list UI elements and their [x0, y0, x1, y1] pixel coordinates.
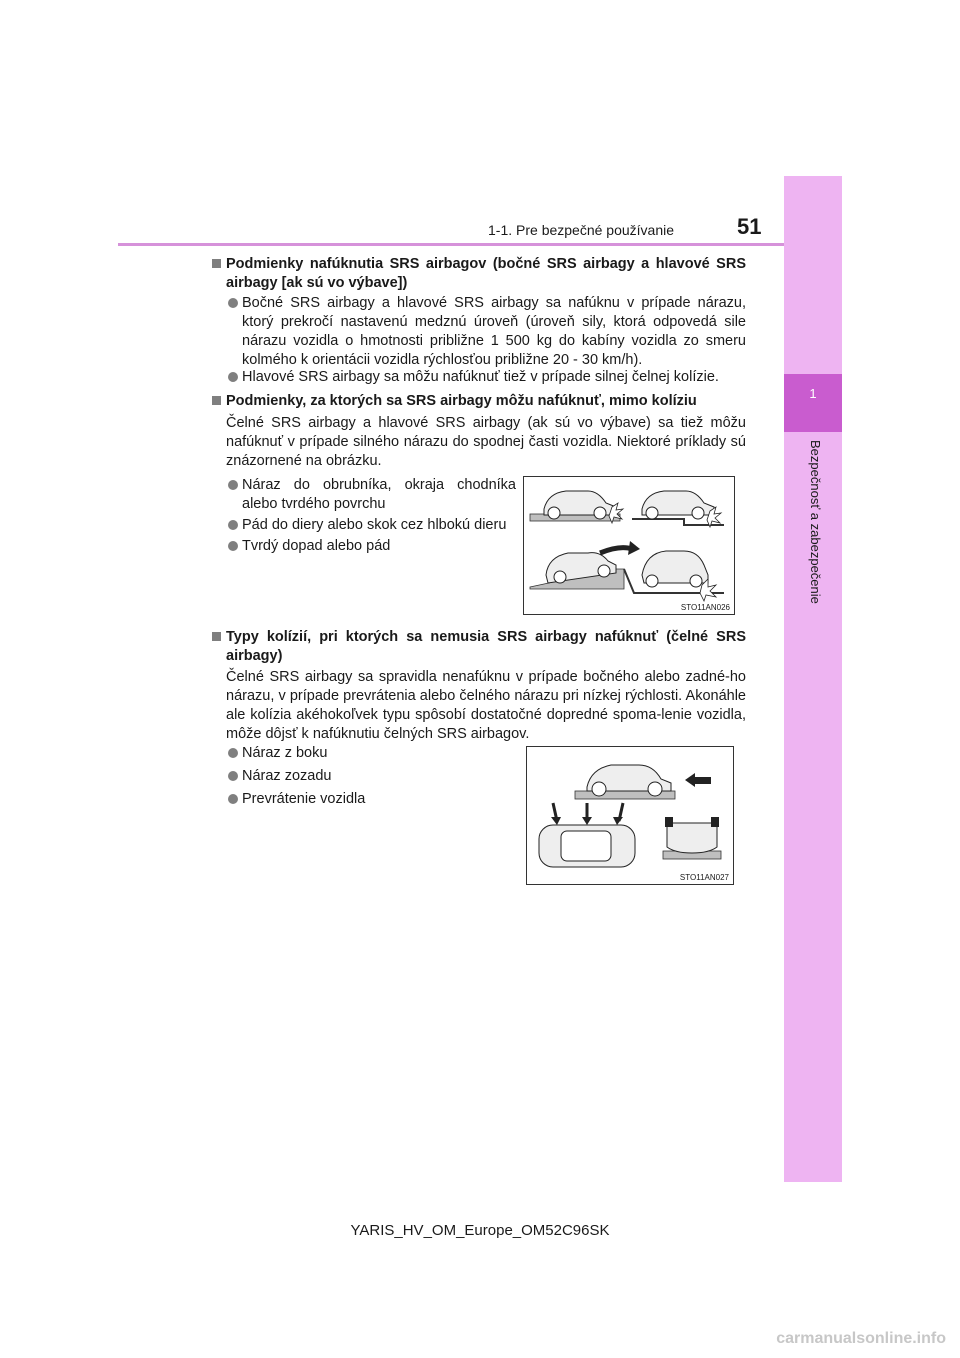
square-bullet-icon: [212, 632, 221, 641]
chapter-tab-active[interactable]: [784, 374, 842, 432]
round-bullet-icon: [228, 520, 238, 530]
paragraph-no-inflation: Čelné SRS airbagy sa spravidla nenafúknu v prípade bočného alebo zadné-ho nárazu, v prípade prevrátenia alebo čelného nárazu pri nízkej rýchlosti. Akonáhle ale kolízia akéhokoľvek typu spôsobí dostatočné dopredné spoma-lenie vozidla, môže dôjsť k nafúknutiu čelných SRS airbagov.: [226, 669, 746, 742]
bullet-rollover: Prevrátenie vozidla: [242, 791, 366, 807]
section-heading-no-inflation: Typy kolízií, pri ktorých sa nemusia SRS airbagy nafúknuť (čelné SRS airbagy): [226, 629, 746, 664]
figure-code: STO11AN026: [680, 603, 730, 612]
figure-non-deploy-collisions: [526, 746, 734, 885]
header-rule: [118, 243, 784, 246]
chapter-title: Bezpečnosť a zabezpečenie: [808, 440, 823, 604]
figure-code: STO11AN027: [679, 873, 729, 882]
round-bullet-icon: [228, 541, 238, 551]
chapter-side-tab: [784, 176, 842, 1182]
bullet-rear-impact: Náraz zozadu: [242, 768, 332, 784]
section-heading-inflation-conditions: Podmienky nafúknutia SRS airbagov (bočné SRS airbagy a hlavové SRS airbagy [ak sú vo výbave]): [226, 256, 746, 291]
round-bullet-icon: [228, 771, 238, 781]
watermark: carmanualsonline.info: [776, 1330, 946, 1347]
bullet-curb-impact: Náraz do obrubníka, okraja chodníka alebo tvrdého povrchu: [242, 477, 516, 512]
bullet-hard-landing: Tvrdý dopad alebo pád: [242, 538, 391, 554]
round-bullet-icon: [228, 372, 238, 382]
section-heading-non-collision: Podmienky, za ktorých sa SRS airbagy môžu nafúknuť, mimo kolíziu: [226, 393, 697, 409]
section-title: 1-1. Pre bezpečné používanie: [488, 222, 675, 238]
document-id: YARIS_HV_OM_Europe_OM52C96SK: [350, 1222, 610, 1239]
round-bullet-icon: [228, 480, 238, 490]
round-bullet-icon: [228, 794, 238, 804]
round-bullet-icon: [228, 298, 238, 308]
square-bullet-icon: [212, 396, 221, 405]
bullet-side-impact: Náraz z boku: [242, 745, 328, 761]
bullet-pothole: Pád do diery alebo skok cez hlbokú dieru: [242, 517, 507, 533]
square-bullet-icon: [212, 259, 221, 268]
figure-undercarriage-impacts: [523, 476, 735, 615]
round-bullet-icon: [228, 748, 238, 758]
paragraph-non-collision: Čelné SRS airbagy a hlavové SRS airbagy (ak sú vo výbave) sa tiež môžu nafúknuť v prípade silného nárazu do spodnej časti vozidla. Niektoré príklady sú znázornené na obrázku.: [226, 415, 746, 469]
page-number: 51: [737, 214, 762, 239]
chapter-number: 1: [809, 386, 817, 401]
bullet-side-airbags: Bočné SRS airbagy a hlavové SRS airbagy sa nafúknu v prípade nárazu, ktorý prekročí nastavenú medznú úroveň (úroveň sily, ktorá odpovedá sile nárazu vozidla o hmotnosti približne 1 500 kg do kabíny vozidla zo smeru kolmého k orientácii vozidla rýchlosťou približne 20 - 30 km/h).: [242, 295, 746, 368]
bullet-head-airbags: Hlavové SRS airbagy sa môžu nafúknuť tiež v prípade silnej čelnej kolízie.: [242, 369, 719, 385]
